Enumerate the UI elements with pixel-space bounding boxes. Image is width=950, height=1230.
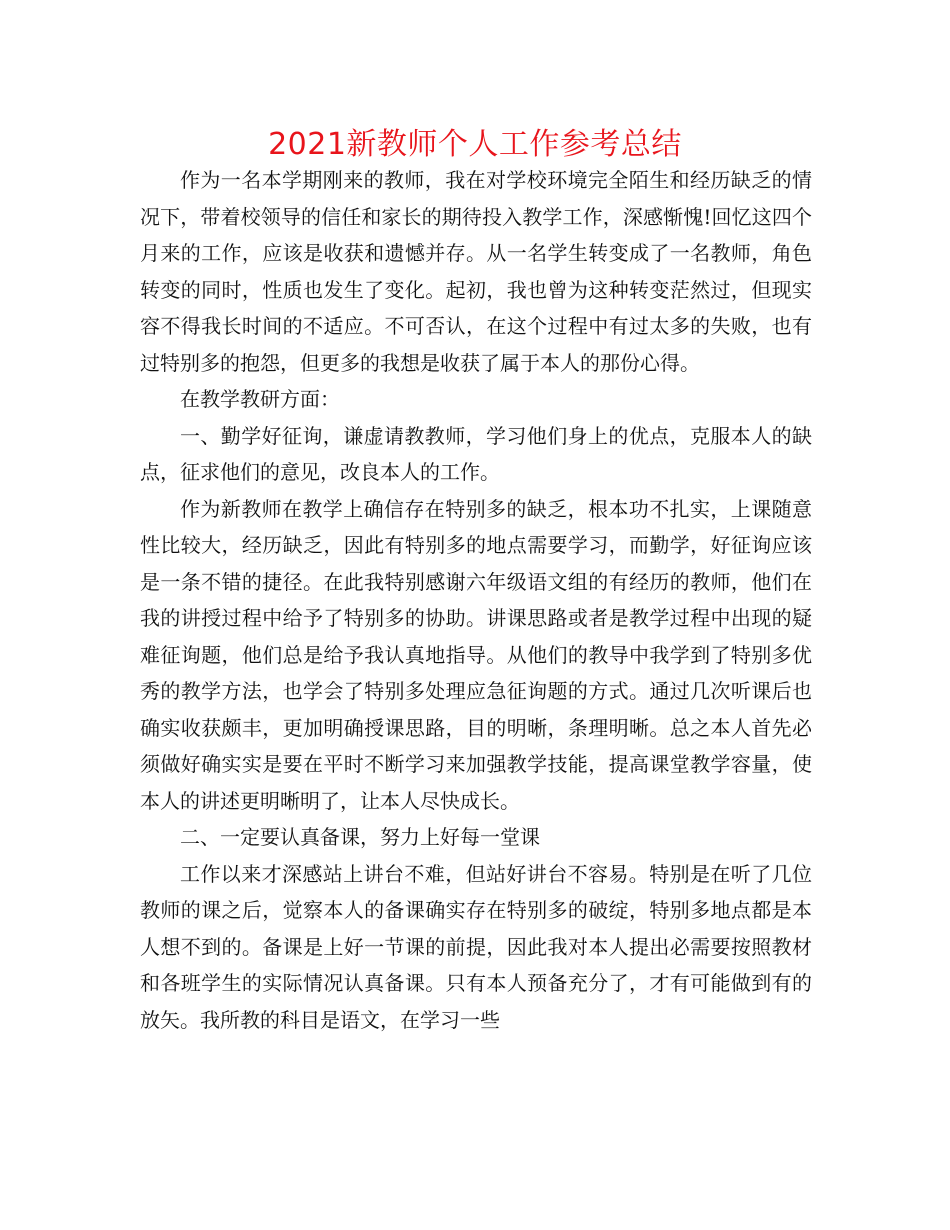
paragraph-intro: 作为一名本学期刚来的教师，我在对学校环境完全陌生和经历缺乏的情况下，带着校领导的信任和家长的期待投入教学工作，深感惭愧!回忆这四个月来的工作，应该是收获和遗憾并存。从一名学生转变成了一名教师，角色转变的同时，性质也发生了变化。起初，我也曾为这种转变茫然过，但现实容不得我长时间的不适应。不可否认，在这个过程中有过太多的失败，也有过特别多的抱怨，但更多的我想是收获了属于本人的那份心得。 xyxy=(140,168,812,375)
paragraph-section-one-heading: 一、勤学好征询，谦虚请教教师，学习他们身上的优点，克服本人的缺点，征求他们的意见，改良本人的工作。 xyxy=(140,423,812,484)
document-title: 2021新教师个人工作参考总结 xyxy=(268,127,682,162)
paragraph-teaching-research-heading: 在教学教研方面： xyxy=(180,387,340,411)
paragraph-section-two-heading: 二、一定要认真备课，努力上好每一堂课 xyxy=(180,825,540,849)
paragraph-section-one-body: 作为新教师在教学上确信存在特别多的缺乏，根本功不扎实，上课随意性比较大，经历缺乏，因此有特别多的地点需要学习，而勤学，好征询应该是一条不错的捷径。在此我特别感谢六年级语文组的有经历的教师，他们在我的讲授过程中给予了特别多的协助。讲课思路或者是教学过程中出现的疑难征询题，他们总是给予我认真地指导。从他们的教导中我学到了特别多优秀的教学方法，也学会了特别多处理应急征询题的方式。通过几次听课后也确实收获颇丰，更加明确授课思路，目的明晰，条理明晰。总之本人首先必须做好确实实是要在平时不断学习来加强教学技能，提高课堂教学容量，使本人的讲述更明晰明了，让本人尽快成长。 xyxy=(140,496,812,813)
document-body xyxy=(140,162,812,1038)
paragraph-section-two-body: 工作以来才深感站上讲台不难，但站好讲台不容易。特别是在听了几位教师的课之后，觉察本人的备课确实存在特别多的破绽，特别多地点都是本人想不到的。备课是上好一节课的前提，因此我对本人提出必需要按照教材和各班学生的实际情况认真备课。只有本人预备充分了，才有可能做到有的放矢。我所教的科目是语文，在学习一些 xyxy=(140,861,812,1032)
